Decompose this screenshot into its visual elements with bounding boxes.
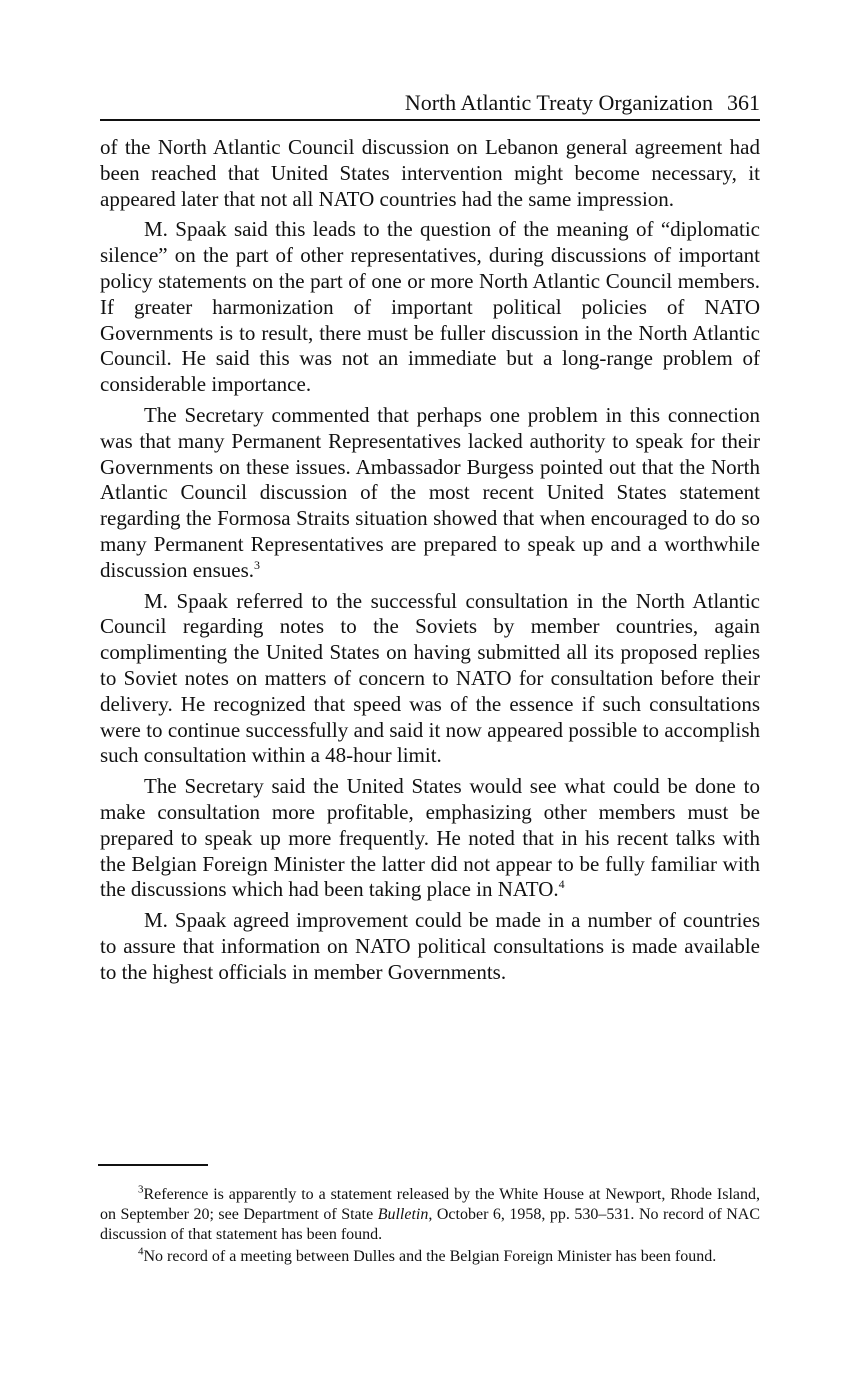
footnote-mark-4: 4 <box>138 1245 144 1258</box>
running-title: North Atlantic Treaty Organization <box>404 90 713 115</box>
paragraph-5: The Secretary said the United States would see what could be done to make consultation more profitable, emphasizing other members must be prepared to speak up more frequently. He noted that in his recent talks with the Belgian Foreign Minister the latter did not appear to be fully familiar with the discussions which had been taking place in NATO.$^4$ <box>100 774 760 902</box>
running-header <box>100 90 760 121</box>
paragraph-1: of the North Atlantic Council discussion on Lebanon general agreement had been reached that United States intervention might become necessary, it appeared later that not all NATO countries had the same impression. <box>100 135 760 211</box>
page-number: 361 <box>727 90 760 115</box>
footnote-ref-3[interactable]: 3 <box>254 557 260 572</box>
page <box>100 90 760 991</box>
paragraph-4: M. Spaak referred to the successful consultation in the North Atlantic Council regarding notes to the Soviets by member countries, again complimenting the United States on having submitted all its proposed replies to Soviet notes on matters of concern to NATO for consultation before their delivery. He recognized that speed was of the essence if such consultations were to continue successfully and said it now appeared possible to accomplish such consultation within a 48-hour limit. <box>100 588 760 768</box>
bulletin-title: Bulletin, <box>377 1206 433 1223</box>
footnote-ref-4[interactable]: 4 <box>558 877 565 892</box>
body-text <box>100 135 760 986</box>
footnote-4: $^4$No record of a meeting between Dulles and the Belgian Foreign Minister has been found. <box>138 1245 717 1265</box>
paragraph-2: M. Spaak said this leads to the question of the meaning of “diplomatic silence” on the part of other representatives, during discussions of important policy statements on the part of one or more North Atlantic Council members. If greater harmonization of important political policies of NATO Governments is to result, there must be fuller discussion in the North Atlantic Council. He said this was not an immediate but a long-range problem of considerable importance. <box>100 217 760 397</box>
paragraph-6: M. Spaak agreed improvement could be made in a number of countries to assure that information on NATO political consultations is made available to the highest officials in member Governments. <box>100 908 760 984</box>
footnote-mark-3: 3 <box>138 1183 144 1196</box>
footnote-3: $^3$Reference is apparently to a statement released by the White House at Newport, Rhode Island, on September 20; see Department of State Bulletin, October 6, 1958, pp. 530–531. No record of NAC discussion of that statement has been found. <box>100 1183 760 1243</box>
paragraph-3: The Secretary commented that perhaps one problem in this connection was that many Permanent Representatives lacked authority to speak for their Governments on these issues. Ambassador Burgess pointed out that the North Atlantic Council discussion of the most recent United States statement regarding the Formosa Straits situation showed that when encouraged to do so many Permanent Representatives are prepared to speak up and a worthwhile discussion ensues.$^3$ <box>100 402 760 582</box>
footnotes <box>100 1185 760 1269</box>
footnote-divider <box>98 1164 208 1166</box>
